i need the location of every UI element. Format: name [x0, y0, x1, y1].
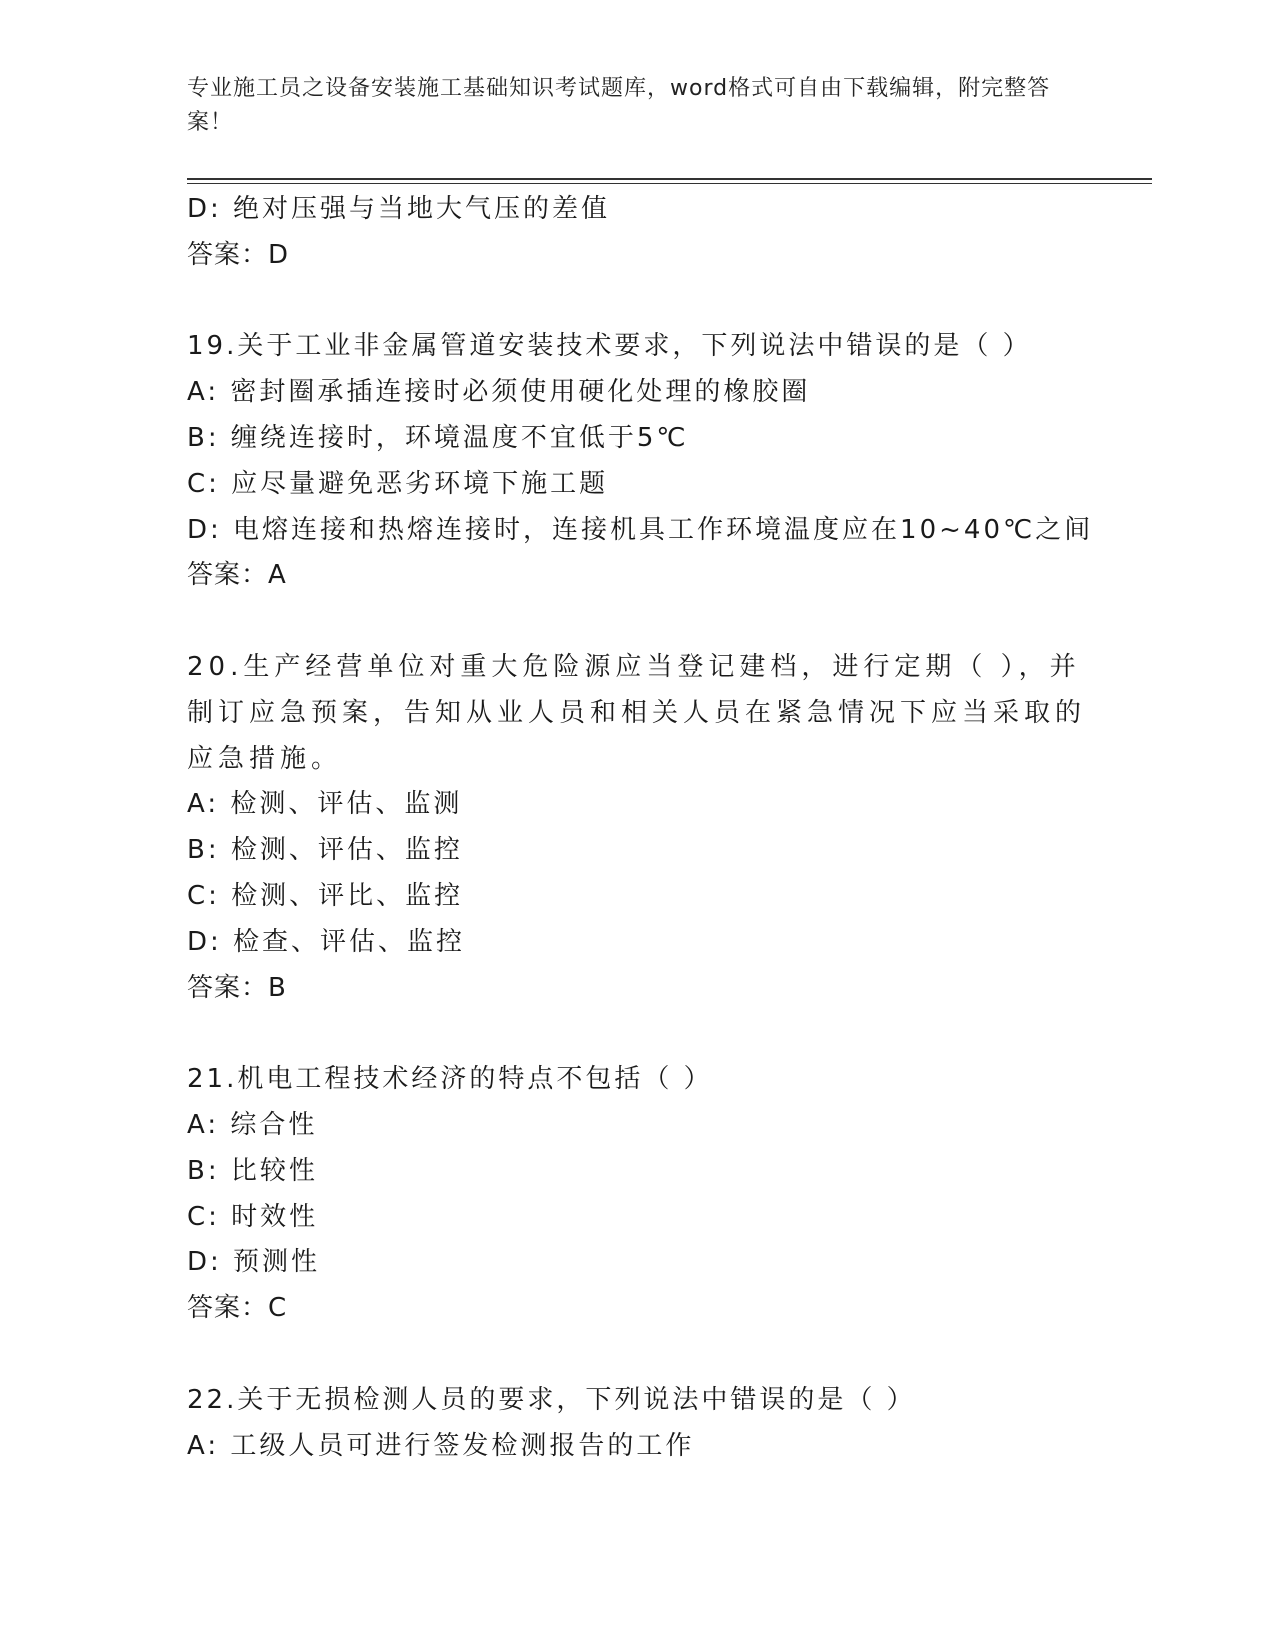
option-d: D: 绝对压强与当地大气压的差值 [187, 194, 611, 224]
option-a: A: 工级人员可进行签发检测报告的工作 [187, 1430, 695, 1461]
question-stem: 20.生产经营单位对重大危险源应当登记建档，进行定期（ ），并制订应急预案，告知从业人员和相关人员在紧急情况下应当采取的应急措施。 [187, 651, 1087, 774]
spacer [187, 279, 1087, 325]
option-c: C: 应尽量避免恶劣环境下施工题 [187, 468, 609, 499]
option-d: D: 电熔连接和热熔连接时，连接机具工作环境温度应在10~40℃之间 [187, 514, 1094, 545]
document-header: 专业施工员之设备安装施工基础知识考试题库，word格式可自由下载编辑，附完整答案！ [187, 76, 1051, 135]
option-d: D: 检查、评估、监控 [187, 926, 466, 957]
spacer [187, 1332, 1087, 1378]
option-a: A: 检测、评估、监测 [187, 789, 463, 820]
option-d: D: 预测性 [187, 1247, 321, 1278]
question-stem: 19.关于工业非金属管道安装技术要求，下列说法中错误的是（ ） [187, 331, 1032, 362]
spacer [187, 599, 1087, 645]
option-a: A: 密封圈承插连接时必须使用硬化处理的橡胶圈 [187, 377, 811, 408]
header-rule-thick [187, 178, 1152, 180]
question-block [187, 1378, 1087, 1470]
option-b: B: 比较性 [187, 1155, 318, 1186]
option-b: B: 检测、评估、监控 [187, 835, 463, 866]
option-b: B: 缠绕连接时，环境温度不宜低于5℃ [187, 422, 689, 453]
header-rule-thin [187, 183, 1152, 184]
answer: 答案：C [187, 1293, 288, 1324]
question-block [187, 1057, 1087, 1332]
option-c: C: 检测、评比、监控 [187, 880, 464, 911]
option-c: C: 时效性 [187, 1201, 319, 1232]
question-block [187, 645, 1087, 1011]
question-content [187, 187, 1094, 1469]
question-block [187, 324, 1094, 599]
question-stem: 21.机电工程技术经济的特点不包括（ ） [187, 1064, 713, 1095]
answer: 答案：A [187, 560, 287, 591]
option-a: A: 综合性 [187, 1109, 318, 1140]
question-stem: 22.关于无损检测人员的要求，下列说法中错误的是（ ） [187, 1384, 916, 1415]
spacer [187, 1011, 1087, 1057]
answer: 答案：B [187, 972, 287, 1003]
answer: 答案：D [187, 239, 290, 270]
